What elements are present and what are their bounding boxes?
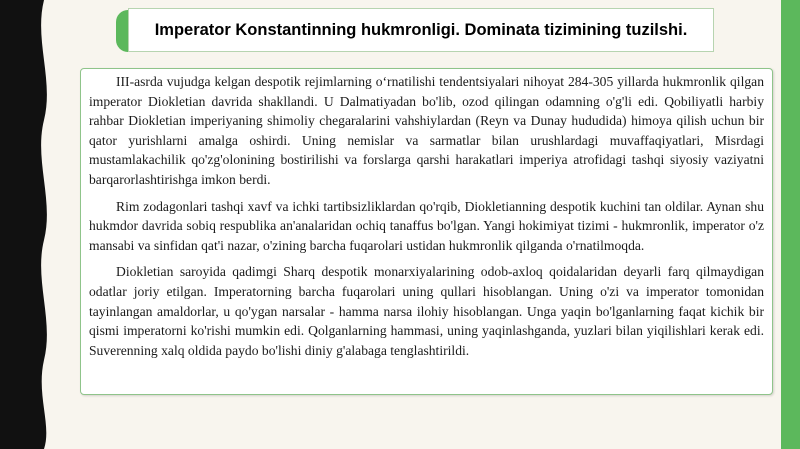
title-box (128, 8, 714, 52)
paragraph-1: III-asrda vujudga kelgan despotik rejimlarning o‘rnatilishi tendentsiyalari nihoyat 284-305 yillarda hukmronlik qilgan imperator Diokletian davrida shakllandi. U Dalmatiyadan bo'lib, ozod qilingan odamning o'g'li edi. Qobiliyatli harbiy rahbar Diokletian imperiyaning shimoliy chegaralarini vahshiylardan (Reyn va Dunay hududida) himoya qilish uchun bir qator yurishlarni amalga oshirdi. Uning nemislar va sarmatlar bilan urushlardagi muvaffaqiyatlari, Misrdagi mustamlakachilik qo'zg'olonining bostirilishi va forslarga qarshi harakatlari imperiya atrofidagi tashqi siyosiy vaziyatni barqarorlashtirishga imkon berdi. (89, 74, 764, 187)
slide-title: Imperator Konstantinning hukmronligi. Dominata tizimining tuzilshi. (154, 21, 688, 39)
paragraph-2: Rim zodagonlari tashqi xavf va ichki tartibsizliklardan qo'rqib, Diokletianning despotik kuchini tan oldilar. Aynan shu hukmdor davrida sobiq respublika an'analaridan ochiq tanaffus bo'lgan. Yangi hokimiyat tizimi - hukmronlik, imperator o'z mansabi va sinfidan qat'i nazar, o'zining barcha fuqarolari ustidan hukmronlik qilganda o'rnatilmoqda. (89, 198, 764, 253)
paragraph-3: Diokletian saroyida qadimgi Sharq despotik monarxiyalarining odob-axloq qoidalaridan deyarli farq qilmaydigan odatlar joriy etilgan. Imperatorning barcha fuqarolari uning qullari hisoblangan. Uning o'zi va imperator tomonidan tayinlangan amaldorlar, u qo'ygan narsalar - hamma narsa ilohiy hisoblangan. Unga yaqin bo'lganlarning faqat kichik bir qismi imperatorni ko'rishi mumkin edi. Qolganlarning hammasi, uning yaqinlashganda, yuzlari bilan yiqilishlari kerak edi. Suverenning xalq oldida paydo bo'lishi diniy g'alabaga tenglashtirildi. (89, 264, 764, 358)
content-box (80, 68, 773, 395)
decorative-black-wave (0, 0, 56, 449)
decorative-green-bar (781, 0, 800, 449)
